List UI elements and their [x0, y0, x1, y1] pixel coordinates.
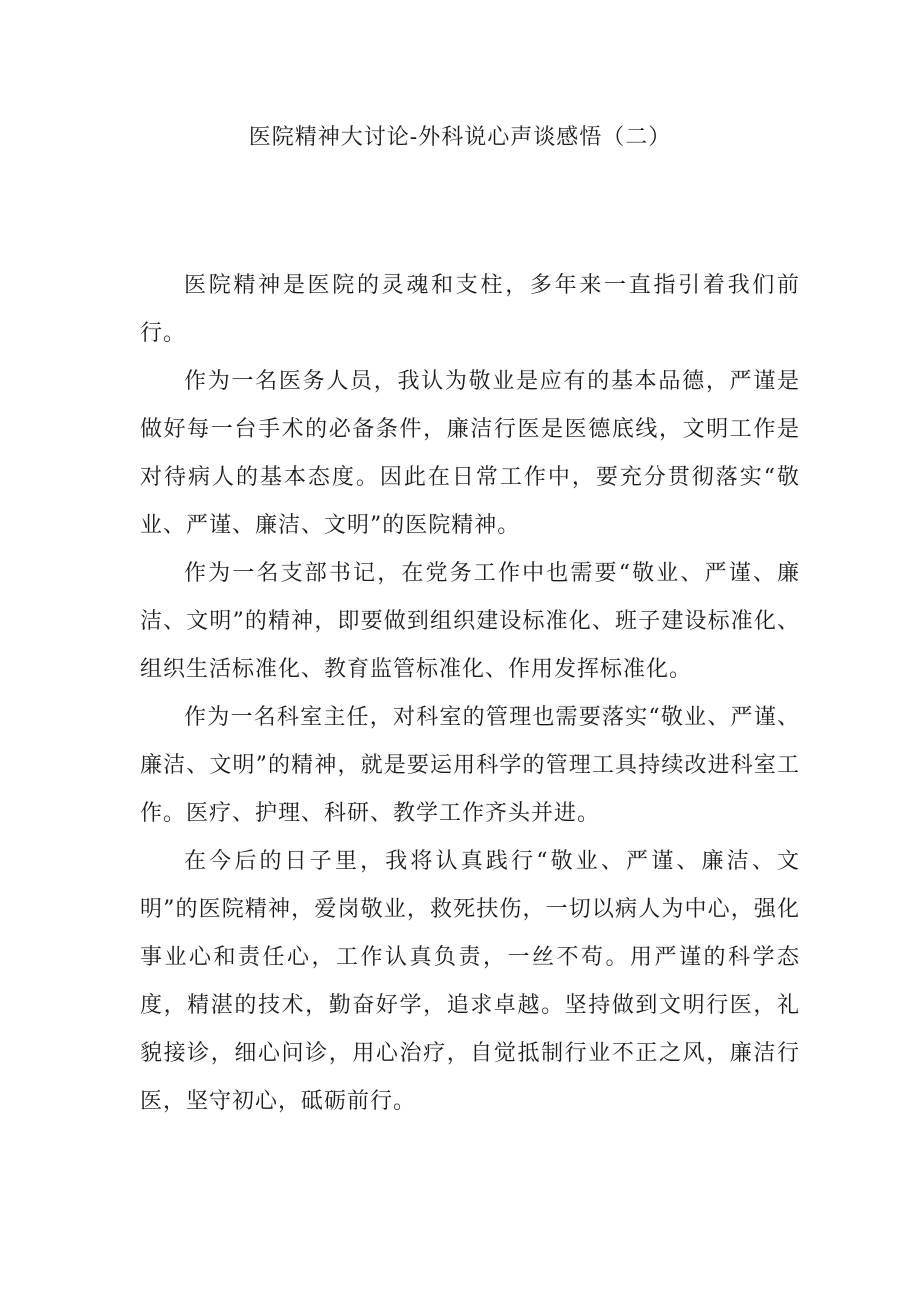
document-title: 医院精神大讨论-外科说心声谈感悟（二）	[248, 125, 672, 150]
paragraph-1: 医院精神是医院的灵魂和支柱，多年来一直指引着我们前行。	[140, 273, 800, 346]
paragraph-4: 作为一名科室主任，对科室的管理也需要落实“敬业、严谨、廉洁、文明”的精神，就是要运用科学的管理工具持续改进科室工作。医疗、护理、科研、教学工作齐头并进。	[140, 705, 800, 826]
paragraph-2: 作为一名医务人员，我认为敬业是应有的基本品德，严谨是做好每一台手术的必备条件，廉洁行医是医德底线，文明工作是对待病人的基本态度。因此在日常工作中，要充分贯彻落实“敬业、严谨、廉洁、文明”的医院精神。	[140, 369, 800, 538]
paragraph-5: 在今后的日子里，我将认真践行“敬业、严谨、廉洁、文明”的医院精神，爱岗敬业，救死扶伤，一切以病人为中心，强化事业心和责任心，工作认真负责，一丝不苟。用严谨的科学态度，精湛的技术，勤奋好学，追求卓越。坚持做到文明行医，礼貌接诊，细心问诊，用心治疗，自觉抵制行业不正之风，廉洁行医，坚守初心，砥砺前行。	[140, 849, 800, 1114]
paragraph-3: 作为一名支部书记，在党务工作中也需要“敬业、严谨、廉洁、文明”的精神，即要做到组织建设标准化、班子建设标准化、组织生活标准化、教育监管标准化、作用发挥标准化。	[140, 561, 800, 682]
document-body	[140, 262, 800, 1126]
